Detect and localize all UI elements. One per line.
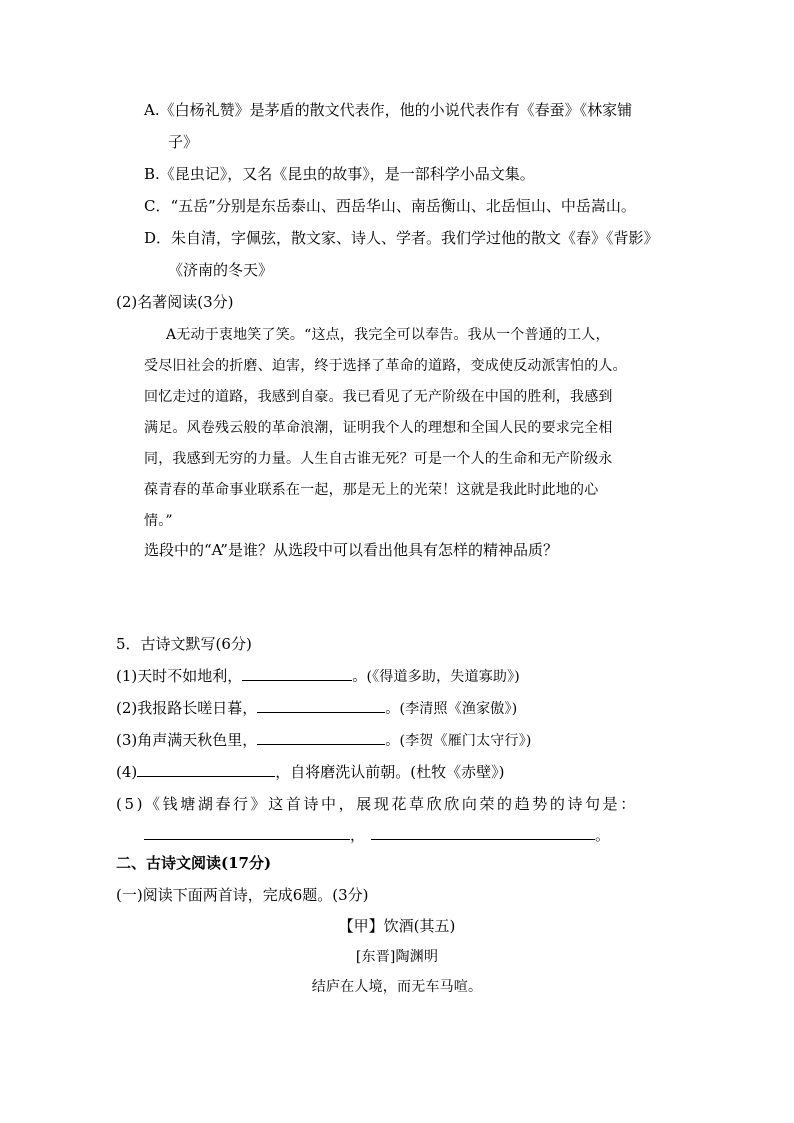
answer-blank-2[interactable] <box>257 698 385 713</box>
passage-line: 受尽旧社会的折磨、迫害，终于选择了革命的道路，变成使反动派害怕的人。 <box>144 358 627 374</box>
q5-item-5: (5)《钱塘湖春行》这首诗中，展现花草欣欣向荣的趋势的诗句是： <box>116 795 638 813</box>
q5-item-1-source: 。(《得道多助，失道寡助》) <box>352 669 520 685</box>
section-2-header: 二、古诗文阅读(17分) <box>116 854 272 872</box>
q5-item-4-prefix: (4) <box>116 763 138 781</box>
q5-header: 5．古诗文默写(6分) <box>116 635 252 653</box>
q5-item-5-answers <box>144 825 610 845</box>
answer-blank-5b[interactable] <box>371 825 595 840</box>
section-2-subheader: (一)阅读下面两首诗，完成6题。(3分) <box>116 886 369 904</box>
q5-item-1-prefix: (1)天时不如地利， <box>116 667 243 685</box>
option-a-line1: A.《白杨礼赞》是茅盾的散文代表作，他的小说代表作有《春蚕》《林家铺 <box>144 101 633 119</box>
passage-line: A无动于衷地笑了笑。“这点，我完全可以奉告。我从一个普通的工人， <box>166 327 610 343</box>
q5-item-4-source: ，自将磨洗认前朝。(杜牧《赤壁》) <box>275 763 505 781</box>
q4-2-header: (2)名著阅读(3分) <box>116 293 234 311</box>
option-b: B.《昆虫记》，又名《昆虫的故事》，是一部科学小品文集。 <box>144 165 535 183</box>
answer-end: 。 <box>595 826 611 844</box>
passage-line: 满足。风卷残云般的革命浪潮，证明我个人的理想和全国人民的要求完全相 <box>144 420 613 436</box>
answer-blank-3[interactable] <box>257 730 385 745</box>
answer-blank-1[interactable] <box>242 666 352 681</box>
q5-item-3-source: 。(李贺《雁门太守行》) <box>385 733 532 749</box>
q5-item-2-source: 。(李清照《渔家傲》) <box>385 701 518 717</box>
q5-item-1 <box>116 666 520 687</box>
option-d-line2: 《济南的冬天》 <box>168 261 274 279</box>
option-c: C．“五岳”分别是东岳泰山、西岳华山、南岳衡山、北岳恒山、中岳嵩山。 <box>144 197 636 215</box>
poem-line-1: 结庐在人境，而无车马喧。 <box>311 979 483 995</box>
poem-title: 【甲】饮酒(其五) <box>338 917 456 935</box>
answer-blank-4[interactable] <box>137 762 275 777</box>
passage-line: 回忆走过的道路，我感到自豪。我已看见了无产阶级在中国的胜利，我感到 <box>144 389 613 405</box>
option-d-line1: D．朱自清，字佩弦，散文家、诗人、学者。我们学过他的散文《春》《背影》 <box>144 229 659 247</box>
answer-blank-5a[interactable] <box>144 825 350 840</box>
passage-line: 葆青春的革命事业联系在一起，那是无上的光荣！这就是我此时此地的心 <box>144 482 599 498</box>
option-a-line2: 子》 <box>168 133 199 151</box>
answer-separator: ， <box>350 826 366 844</box>
passage-line: 同，我感到无穷的力量。人生自古谁无死？可是一个人的生命和无产阶级永 <box>144 451 613 467</box>
q5-item-2-prefix: (2)我报路长嗟日暮， <box>116 699 258 717</box>
q5-item-3 <box>116 730 532 751</box>
passage-line: 情。” <box>144 513 173 529</box>
q5-item-2 <box>116 698 517 719</box>
q5-item-4 <box>116 762 504 782</box>
q5-item-3-prefix: (3)角声满天秋色里， <box>116 731 258 749</box>
poem-author: [东晋]陶渊明 <box>355 949 439 965</box>
q4-2-question: 选段中的“A”是谁？从选段中可以看出他具有怎样的精神品质？ <box>144 541 558 559</box>
